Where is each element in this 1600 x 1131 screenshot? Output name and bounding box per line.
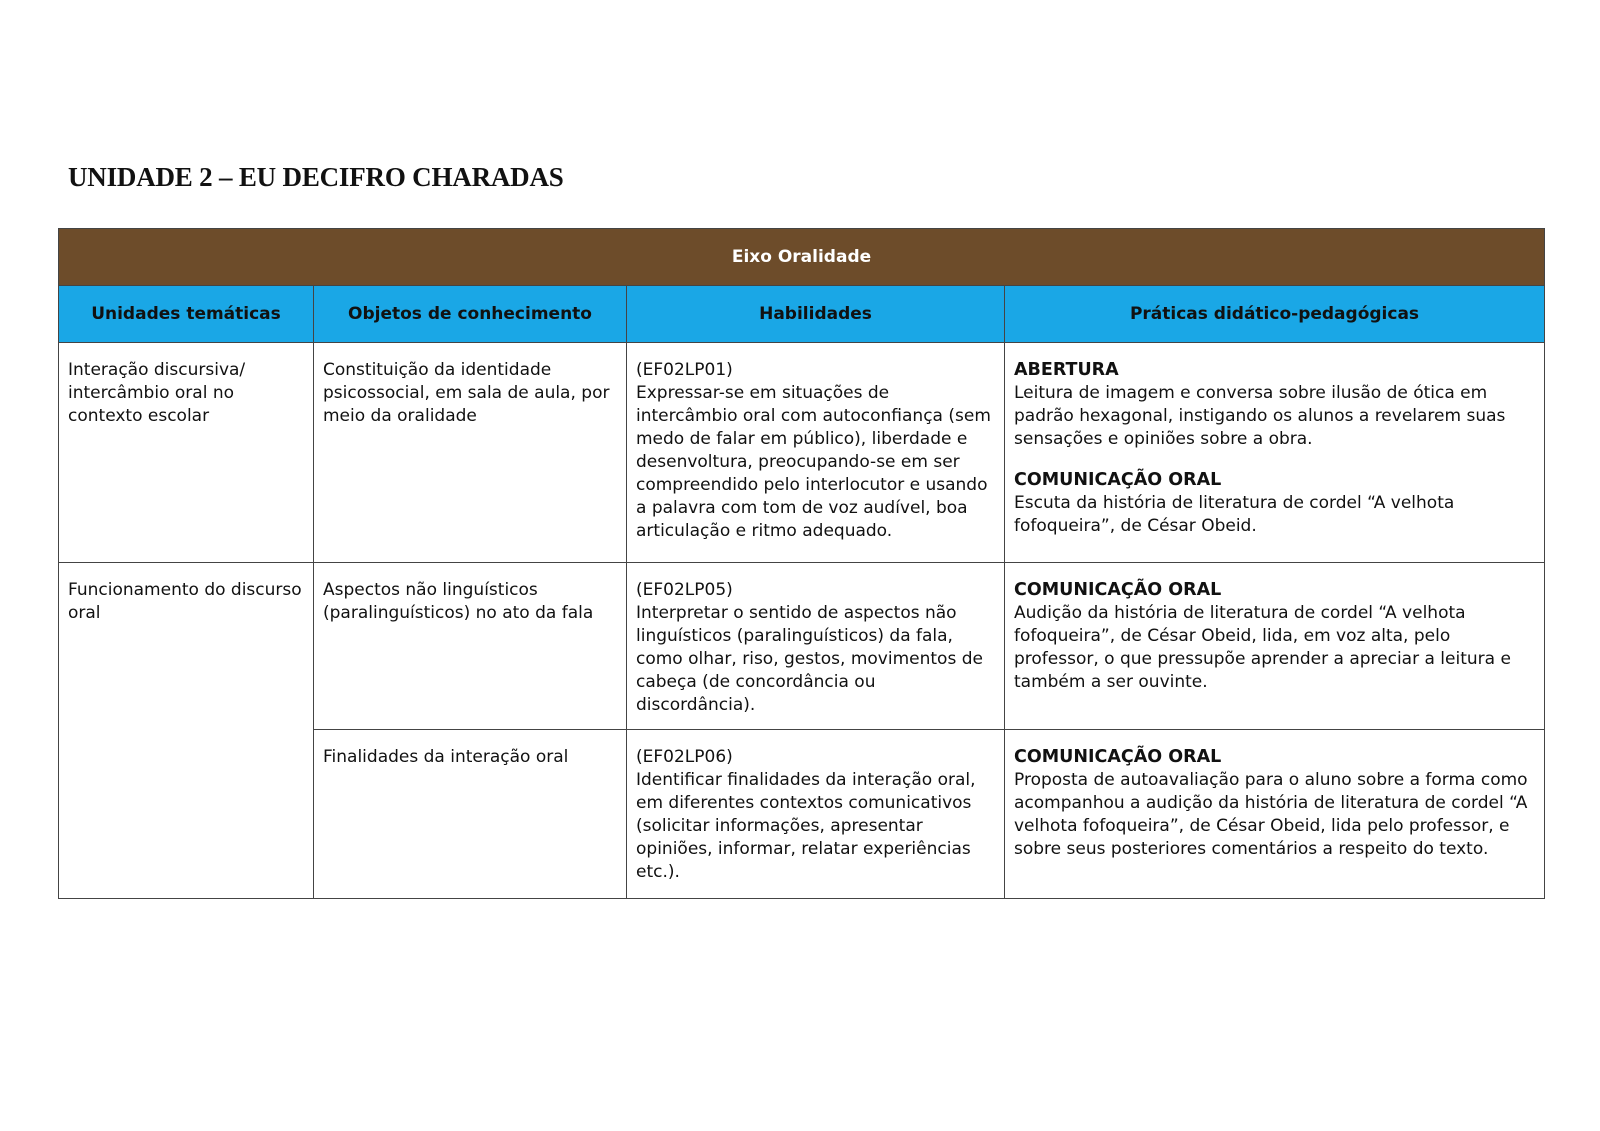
- practice-heading: COMUNICAÇÃO ORAL: [1014, 747, 1222, 767]
- practices-cell: [1005, 730, 1545, 899]
- practice-block: [1014, 359, 1535, 451]
- practice-heading: COMUNICAÇÃO ORAL: [1014, 470, 1222, 490]
- knowledge-object-text: Constituição da identidade psicossocial, em sala de aula, por meio da oralidade: [323, 360, 610, 426]
- table-row: [59, 563, 1545, 730]
- practice-heading: ABERTURA: [1014, 360, 1119, 380]
- header-knowledge-objects: Objetos de conhecimento: [314, 286, 627, 343]
- skill-text: Interpretar o sentido de aspectos não linguísticos (paralinguísticos) da fala, como olhar, riso, gestos, movimentos de cabeça (de concordância ou discordância).: [636, 603, 983, 715]
- practice-text: Proposta de autoavaliação para o aluno sobre a forma como acompanhou a audição da história de literatura de cordel “A velhota fofoqueira”, de César Obeid, lida pelo professor, e sobre seus posteriores comentários a respeito do texto.: [1014, 770, 1528, 859]
- skill-code: (EF02LP06): [636, 747, 733, 767]
- practice-heading: COMUNICAÇÃO ORAL: [1014, 580, 1222, 600]
- knowledge-object-cell: [314, 730, 627, 899]
- skill-cell: [627, 730, 1005, 899]
- thematic-unit-text: Interação discursiva/ intercâmbio oral no contexto escolar: [68, 360, 246, 426]
- practice-block: [1014, 469, 1535, 538]
- skill-text: Identificar finalidades da interação oral, em diferentes contextos comunicativos (solicitar informações, apresentar opiniões, informar, relatar experiências etc.).: [636, 770, 976, 882]
- table-row: [59, 343, 1545, 563]
- practice-text: Audição da história de literatura de cordel “A velhota fofoqueira”, de César Obeid, lida, em voz alta, pelo professor, o que pressupõe aprender a apreciar a leitura e também a ser ouvinte.: [1014, 603, 1511, 692]
- column-header-row: [59, 286, 1545, 343]
- axis-header-row: [59, 229, 1545, 286]
- skill-text: Expressar-se em situações de intercâmbio oral com autoconfiança (sem medo de falar em público), liberdade e desenvoltura, preocupando-se em ser compreendido pelo interlocutor e usando a palavra com tom de voz audível, boa articulação e ritmo adequado.: [636, 383, 991, 541]
- skill-cell: [627, 343, 1005, 563]
- knowledge-object-cell: [314, 563, 627, 730]
- skill-code: (EF02LP01): [636, 360, 733, 380]
- practice-block: [1014, 746, 1535, 861]
- practice-text: Escuta da história de literatura de cordel “A velhota fofoqueira”, de César Obeid.: [1014, 493, 1455, 536]
- header-thematic-units: Unidades temáticas: [59, 286, 314, 343]
- knowledge-object-text: Finalidades da interação oral: [323, 747, 569, 767]
- thematic-unit-cell: [59, 343, 314, 563]
- header-skills: Habilidades: [627, 286, 1005, 343]
- skill-code: (EF02LP05): [636, 580, 733, 600]
- header-practices: Práticas didático-pedagógicas: [1005, 286, 1545, 343]
- thematic-unit-cell: [59, 563, 314, 899]
- knowledge-object-cell: [314, 343, 627, 563]
- thematic-unit-text: Funcionamento do discurso oral: [68, 580, 302, 623]
- skill-cell: [627, 563, 1005, 730]
- knowledge-object-text: Aspectos não linguísticos (paralinguísticos) no ato da fala: [323, 580, 594, 623]
- practices-cell: [1005, 343, 1545, 563]
- axis-title: Eixo Oralidade: [59, 229, 1545, 286]
- practice-block: [1014, 579, 1535, 694]
- practices-cell: [1005, 563, 1545, 730]
- practice-text: Leitura de imagem e conversa sobre ilusão de ótica em padrão hexagonal, instigando os alunos a revelarem suas sensações e opiniões sobre a obra.: [1014, 383, 1506, 449]
- curriculum-table: [58, 228, 1545, 899]
- page-title: UNIDADE 2 – EU DECIFRO CHARADAS: [68, 162, 564, 192]
